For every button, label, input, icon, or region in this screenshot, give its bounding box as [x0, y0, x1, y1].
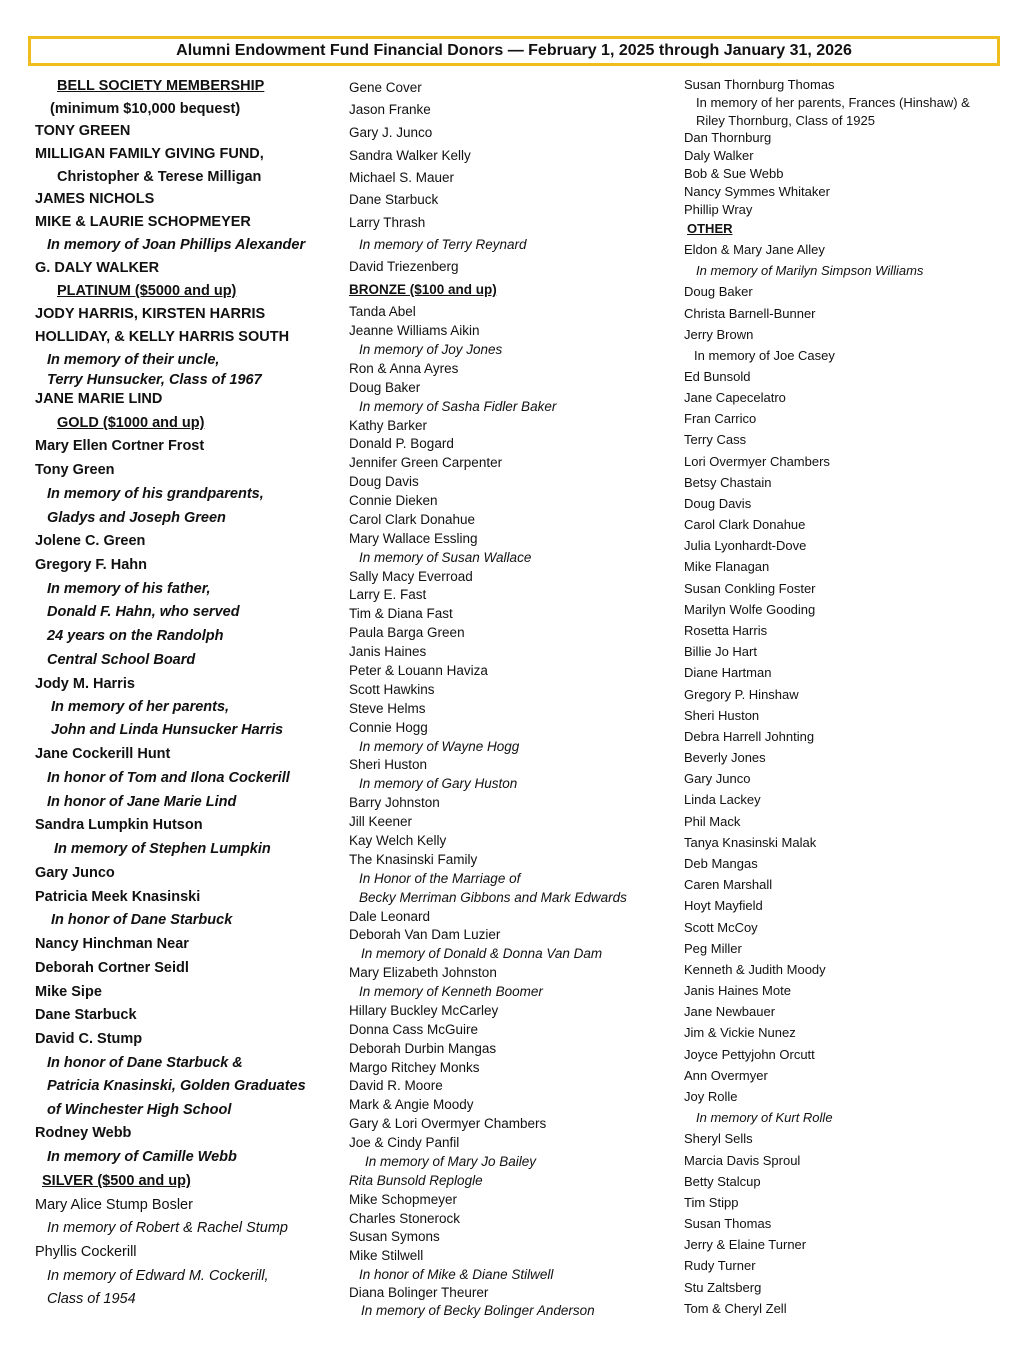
donor-name: Phyllis Cockerill: [35, 1244, 137, 1260]
donor-name: Jane Cockerill Hunt: [35, 746, 171, 762]
dedication-line: Patricia Knasinski, Golden Graduates: [47, 1078, 306, 1094]
section-heading: OTHER: [687, 221, 733, 236]
dedication-line: 24 years on the Randolph: [47, 628, 224, 644]
dedication-line: In memory of Sasha Fidler Baker: [359, 399, 557, 414]
section-heading: GOLD ($1000 and up): [57, 415, 205, 431]
donor-name: Riley Thornburg, Class of 1925: [696, 113, 875, 128]
donor-name: Charles Stonerock: [349, 1211, 461, 1226]
dedication-line: In memory of his father,: [47, 581, 211, 597]
dedication-line: In memory of Stephen Lumpkin: [54, 841, 271, 857]
donor-name: Tony Green: [35, 462, 115, 478]
donor-name: Donna Cass McGuire: [349, 1022, 479, 1037]
section-heading: PLATINUM ($5000 and up): [57, 283, 237, 299]
donor-name: Susan Thomas: [684, 1216, 772, 1231]
donor-name: Larry Thrash: [349, 215, 426, 230]
donor-name: Mary Wallace Essling: [349, 531, 478, 546]
donor-name: Lori Overmyer Chambers: [684, 454, 830, 469]
donor-name: Tanya Knasinski Malak: [684, 835, 817, 850]
dedication-line: In honor of Mike & Diane Stilwell: [359, 1267, 554, 1282]
donor-name: Julia Lyonhardt-Dove: [684, 538, 807, 553]
dedication-line: In honor of Dane Starbuck &: [47, 1055, 243, 1071]
dedication-line: Class of 1954: [47, 1291, 136, 1307]
donor-name: Margo Ritchey Monks: [349, 1060, 480, 1075]
donor-name: Tim Stipp: [684, 1195, 739, 1210]
donor-name: Deborah Durbin Mangas: [349, 1041, 497, 1056]
donor-name: Jennifer Green Carpenter: [349, 455, 503, 470]
donor-name: Rita Bunsold Replogle: [349, 1173, 483, 1188]
dedication-line: Central School Board: [47, 652, 196, 668]
donor-name: Jill Keener: [349, 814, 413, 829]
donor-name: Scott Hawkins: [349, 682, 435, 697]
donor-name: MIKE & LAURIE SCHOPMEYER: [35, 214, 251, 230]
donor-name: Janis Haines Mote: [684, 983, 791, 998]
donor-name: Rodney Webb: [35, 1125, 132, 1141]
donor-name: Dan Thornburg: [684, 130, 772, 145]
donor-name: Larry E. Fast: [349, 587, 427, 602]
dedication-line: Becky Merriman Gibbons and Mark Edwards: [359, 890, 627, 905]
donor-name: Doug Baker: [349, 380, 421, 395]
donor-name: Billie Jo Hart: [684, 644, 757, 659]
donor-name: Susan Conkling Foster: [684, 581, 816, 596]
donor-name: Mike Schopmeyer: [349, 1192, 458, 1207]
donor-name: Stu Zaltsberg: [684, 1280, 762, 1295]
dedication-line: John and Linda Hunsucker Harris: [51, 722, 284, 738]
donor-name: Ron & Anna Ayres: [349, 361, 459, 376]
donor-name: Peg Miller: [684, 941, 742, 956]
donor-name: Diane Hartman: [684, 665, 772, 680]
dedication-line: In Honor of the Marriage of: [359, 871, 521, 886]
donor-name: Joy Rolle: [684, 1089, 738, 1104]
donor-name: Dale Leonard: [349, 909, 431, 924]
donor-name: HOLLIDAY, & KELLY HARRIS SOUTH: [35, 329, 290, 345]
donor-name: Bob & Sue Webb: [684, 166, 784, 181]
donor-name: Mark & Angie Moody: [349, 1097, 474, 1112]
donor-name: MILLIGAN FAMILY GIVING FUND,: [35, 146, 264, 162]
dedication-line: In memory of his grandparents,: [47, 486, 264, 502]
dedication-line: In memory of Camille Webb: [47, 1149, 237, 1165]
donor-name: David Triezenberg: [349, 259, 459, 274]
dedication-line: In memory of Donald & Donna Van Dam: [361, 946, 603, 961]
donor-name: David R. Moore: [349, 1078, 443, 1093]
donor-name: Mary Ellen Cortner Frost: [35, 438, 205, 454]
donor-name: Jerry & Elaine Turner: [684, 1237, 807, 1252]
donor-name: Jeanne Williams Aikin: [349, 323, 480, 338]
dedication-line: In memory of Joy Jones: [359, 342, 503, 357]
donor-name: Deborah Van Dam Luzier: [349, 927, 501, 942]
donor-name: Gary J. Junco: [349, 125, 433, 140]
donor-name: Jim & Vickie Nunez: [684, 1025, 796, 1040]
donor-name: Sandra Lumpkin Hutson: [35, 817, 203, 833]
donor-name: Scott McCoy: [684, 920, 758, 935]
donor-name: Gregory F. Hahn: [35, 557, 147, 573]
dedication-line: In memory of Terry Reynard: [359, 237, 527, 252]
dedication-line: In memory of Edward M. Cockerill,: [47, 1268, 269, 1284]
dedication-line: In memory of Joan Phillips Alexander: [47, 237, 306, 253]
donor-name: Jane Newbauer: [684, 1004, 776, 1019]
donor-name: Susan Symons: [349, 1229, 440, 1244]
section-heading: SILVER ($500 and up): [42, 1173, 191, 1189]
donor-name: Phil Mack: [684, 814, 741, 829]
donor-name: Caren Marshall: [684, 877, 773, 892]
donor-name: Doug Davis: [684, 496, 752, 511]
donor-name: Sandra Walker Kelly: [349, 148, 471, 163]
donor-name: JAMES NICHOLS: [35, 191, 155, 207]
dedication-line: In memory of Becky Bolinger Anderson: [361, 1303, 595, 1318]
donor-name: Kenneth & Judith Moody: [684, 962, 826, 977]
donor-name: Jody M. Harris: [35, 676, 135, 692]
donor-name: Mike Sipe: [35, 984, 102, 1000]
donor-name: Steve Helms: [349, 701, 426, 716]
donor-name: Rudy Turner: [684, 1258, 756, 1273]
dedication-line: In memory of their uncle,: [47, 352, 220, 368]
donor-name: Betty Stalcup: [684, 1174, 761, 1189]
donor-name: The Knasinski Family: [349, 852, 478, 867]
dedication-line: In honor of Jane Marie Lind: [47, 794, 237, 810]
donor-name: Michael S. Mauer: [349, 170, 455, 185]
donor-name: Christopher & Terese Milligan: [57, 169, 262, 185]
donor-name: Gary Junco: [35, 865, 115, 881]
donor-name: Phillip Wray: [684, 202, 753, 217]
donor-name: Susan Thornburg Thomas: [684, 77, 835, 92]
donor-name: Mike Flanagan: [684, 559, 770, 574]
donor-name: Jerry Brown: [684, 327, 754, 342]
dedication-line: In memory of Wayne Hogg: [359, 739, 520, 754]
dedication-line: In memory of Susan Wallace: [359, 550, 532, 565]
donor-name: Patricia Meek Knasinski: [35, 889, 201, 905]
section-heading: BRONZE ($100 and up): [349, 282, 497, 297]
donor-name: Doug Davis: [349, 474, 419, 489]
donor-name: Marcia Davis Sproul: [684, 1153, 801, 1168]
donor-name: Sheri Huston: [684, 708, 760, 723]
donor-name: (minimum $10,000 bequest): [50, 101, 241, 117]
donor-name: Joyce Pettyjohn Orcutt: [684, 1047, 815, 1062]
donor-name: Jolene C. Green: [35, 533, 146, 549]
donor-name: Rosetta Harris: [684, 623, 768, 638]
section-heading: BELL SOCIETY MEMBERSHIP: [57, 78, 265, 94]
dedication-line: Gladys and Joseph Green: [47, 510, 226, 526]
donor-name: Connie Hogg: [349, 720, 428, 735]
donor-name: Linda Lackey: [684, 792, 761, 807]
dedication-line: In honor of Dane Starbuck: [51, 912, 233, 928]
donor-name: Doug Baker: [684, 284, 753, 299]
donor-name: Terry Cass: [684, 432, 747, 447]
donor-name: Deb Mangas: [684, 856, 758, 871]
donor-name: Nancy Symmes Whitaker: [684, 184, 830, 199]
donor-name: JODY HARRIS, KIRSTEN HARRIS: [35, 306, 266, 322]
donor-name: Carol Clark Donahue: [349, 512, 476, 527]
donor-name: Gary & Lori Overmyer Chambers: [349, 1116, 547, 1131]
donor-name: Tanda Abel: [349, 304, 416, 319]
donor-name: Debra Harrell Johnting: [684, 729, 815, 744]
donor-name: Paula Barga Green: [349, 625, 465, 640]
donor-name: Ann Overmyer: [684, 1068, 768, 1083]
dedication-line: In memory of Mary Jo Bailey: [365, 1154, 537, 1169]
donor-name: Donald P. Bogard: [349, 436, 454, 451]
donor-name: Sheri Huston: [349, 757, 428, 772]
dedication-line: Donald F. Hahn, who served: [47, 604, 240, 620]
dedication-line: In memory of Kurt Rolle: [696, 1110, 833, 1125]
donor-name: Jane Capecelatro: [684, 390, 786, 405]
dedication-line: of Winchester High School: [47, 1102, 232, 1118]
donor-name: Gary Junco: [684, 771, 751, 786]
donor-name: Carol Clark Donahue: [684, 517, 806, 532]
donor-name: Kay Welch Kelly: [349, 833, 447, 848]
donor-name: Beverly Jones: [684, 750, 766, 765]
donor-name: Gene Cover: [349, 80, 422, 95]
dedication-line: In memory of her parents,: [51, 699, 230, 715]
donor-name: Mary Alice Stump Bosler: [35, 1197, 193, 1213]
dedication-line: In memory of Kenneth Boomer: [359, 984, 543, 999]
donor-name: Dane Starbuck: [35, 1007, 137, 1023]
donor-name: Fran Carrico: [684, 411, 757, 426]
donor-name: Mike Stilwell: [349, 1248, 424, 1263]
donor-name: G. DALY WALKER: [35, 260, 160, 276]
dedication-line: In memory of Marilyn Simpson Williams: [696, 263, 924, 278]
donor-name: Sally Macy Everroad: [349, 569, 473, 584]
donor-name: TONY GREEN: [35, 123, 131, 139]
donor-name: Daly Walker: [684, 148, 754, 163]
donor-name: Mary Elizabeth Johnston: [349, 965, 497, 980]
donor-name: David C. Stump: [35, 1031, 143, 1047]
donor-name: Jason Franke: [349, 102, 431, 117]
donor-name: Christa Barnell-Bunner: [684, 306, 816, 321]
donor-name: Deborah Cortner Seidl: [35, 960, 189, 976]
document-title: Alumni Endowment Fund Financial Donors — February 1, 2025 through January 31, 2026: [176, 42, 852, 59]
donor-name: Marilyn Wolfe Gooding: [684, 602, 816, 617]
donor-name: Betsy Chastain: [684, 475, 772, 490]
donor-name: JANE MARIE LIND: [35, 391, 163, 407]
dedication-line: In memory of Robert & Rachel Stump: [47, 1220, 288, 1236]
donor-name: Diana Bolinger Theurer: [349, 1285, 489, 1300]
donor-name: Tim & Diana Fast: [349, 606, 453, 621]
dedication-line: In memory of Gary Huston: [359, 776, 518, 791]
donor-name: Joe & Cindy Panfil: [349, 1135, 460, 1150]
donor-name: Peter & Louann Haviza: [349, 663, 488, 678]
donor-name: Connie Dieken: [349, 493, 438, 508]
donor-name: Sheryl Sells: [684, 1131, 753, 1146]
donor-name: Eldon & Mary Jane Alley: [684, 242, 825, 257]
donor-name: Barry Johnston: [349, 795, 440, 810]
donor-name: Nancy Hinchman Near: [35, 936, 189, 952]
donor-name: Hillary Buckley McCarley: [349, 1003, 499, 1018]
donor-name: Gregory P. Hinshaw: [684, 687, 799, 702]
dedication-line: In honor of Tom and Ilona Cockerill: [47, 770, 290, 786]
donor-name: Janis Haines: [349, 644, 427, 659]
donor-name: In memory of Joe Casey: [694, 348, 835, 363]
donor-name: In memory of her parents, Frances (Hinshaw) &: [696, 95, 970, 110]
donor-name: Ed Bunsold: [684, 369, 751, 384]
document-title-box: [28, 36, 1000, 66]
donor-name: Hoyt Mayfield: [684, 898, 763, 913]
donor-name: Dane Starbuck: [349, 192, 439, 207]
donor-name: Kathy Barker: [349, 418, 428, 433]
dedication-line: Terry Hunsucker, Class of 1967: [47, 372, 262, 388]
donor-name: Tom & Cheryl Zell: [684, 1301, 787, 1316]
